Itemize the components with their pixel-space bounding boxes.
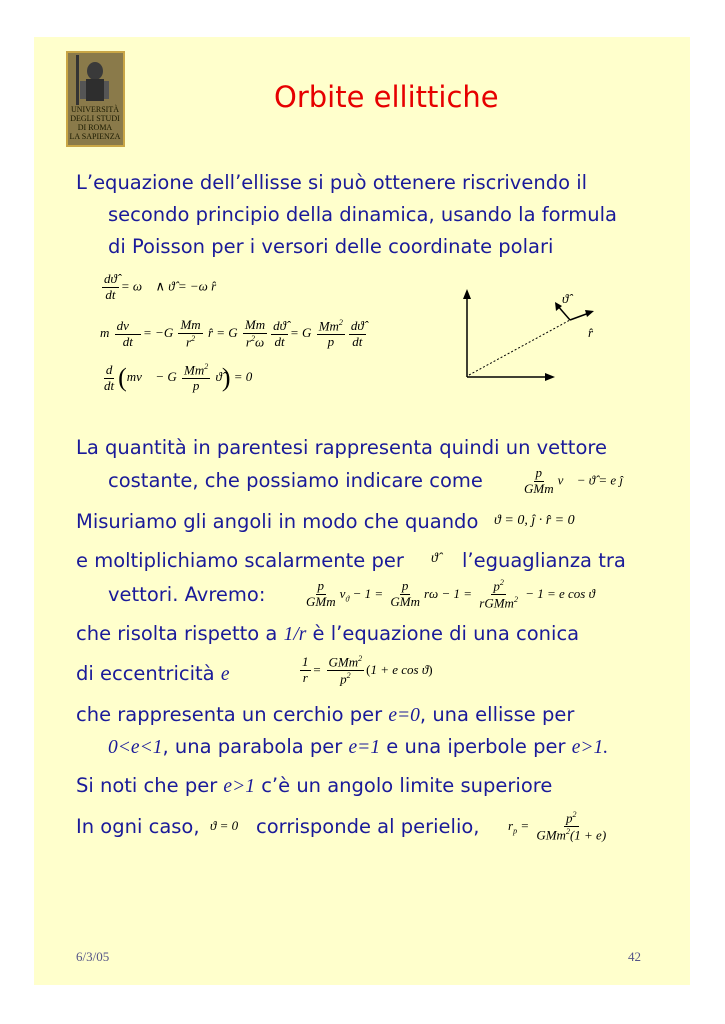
paragraph-4-line-2: vettori. Avremo: [108, 583, 266, 606]
paragraph-5: che risolta rispetto a 1/r è l’equazione di una conica [76, 622, 580, 645]
svg-text:LA SAPIENZA: LA SAPIENZA [69, 132, 121, 141]
paragraph-9-a: In ogni caso, [76, 815, 200, 838]
paragraph-6: di eccentricità e [76, 662, 230, 685]
paragraph-2-line-2: costante, che possiamo indicare come [108, 469, 483, 492]
theta-hat-label: ϑ̂ [562, 291, 569, 306]
page-title: Orbite ellittiche [274, 80, 499, 114]
paragraph-1-line-1: L’equazione dell’ellisse si può ottenere riscrivendo il [76, 171, 588, 194]
equation-theta-zero-2: ϑ = 0 [210, 818, 239, 833]
equation-perihelion: $r_p$ = $\frac{p^2}{GMm^2(1 + e)}$ [508, 810, 607, 843]
paragraph-7-line-1: che rappresenta un cerchio per e=0, una ellisse per [76, 703, 575, 726]
equation-poisson: $\frac{dϑ̂}{dt}$ = ω⃗ ∧ ϑ̂ = −ω r̂ [104, 271, 217, 302]
paragraph-8: Si noti che per e>1 c’è un angolo limite superiore [76, 774, 553, 797]
equation-conserved: $\frac{d}{dt}$ (mv⃗ − G $\frac{Mm^2}{p}$ ϑ̂) = 0 [104, 361, 253, 394]
svg-text:UNIVERSITÀ: UNIVERSITÀ [71, 105, 119, 114]
equation-theta-zero: ϑ = 0, ĵ · r̂ = 0 [494, 513, 575, 528]
equation-newton: m $\frac{dv⃗}{dt}$ = −G $\frac{Mm}{r^2}$ r̂ = G $\frac{Mm}{r^2\omega}$ $\frac{dϑ̂}{dt}$ = G $\frac{Mm^2}{p}$ $\frac{dϑ̂}{dt}$ [100, 317, 364, 350]
r-hat-label: r̂ [588, 325, 594, 340]
equation-scalar-product: $\frac{p}{\text{GMm}}$ $v_ϑ - 1$ = $\frac{p}{\text{GMm}}$ rω − 1 = $\frac{p^2}{rGMm^2}$ − 1 = e cos ϑ [306, 578, 595, 611]
paragraph-4-b: l’eguaglianza tra [462, 549, 626, 572]
equation-vector-e: $\frac{p}{\text{GMm}}$ v⃗ − ϑ̂ = e ĵ [524, 465, 624, 496]
paragraph-2-line-1: La quantità in parentesi rappresenta quindi un vettore [76, 436, 607, 459]
paragraph-7-line-2: 0<e<1, una parabola per e=1 e una iperbole per e>1. [108, 735, 609, 758]
paragraph-9-b: corrisponde al perielio, [256, 815, 480, 838]
page-number: 42 [628, 949, 641, 964]
paragraph-1-line-2: secondo principio della dinamica, usando la formula [108, 203, 617, 226]
svg-text:DI ROMA: DI ROMA [77, 123, 113, 132]
theta-hat-symbol: ϑ̂ [431, 551, 438, 566]
polar-vectors-diagram [455, 285, 615, 385]
equation-conic: $\frac{1}{r}$ = $\frac{GMm^2}{p^2}$ (1 + e cos ϑ) [302, 654, 433, 687]
paragraph-4-a: e moltiplichiamo scalarmente per [76, 549, 404, 572]
paragraph-3: Misuriamo gli angoli in modo che quando [76, 510, 479, 533]
footer-date: 6/3/05 [76, 949, 110, 964]
university-logo [66, 51, 125, 147]
svg-text:DEGLI STUDI: DEGLI STUDI [70, 114, 120, 123]
paragraph-1-line-3: di Poisson per i versori delle coordinate polari [108, 235, 554, 258]
